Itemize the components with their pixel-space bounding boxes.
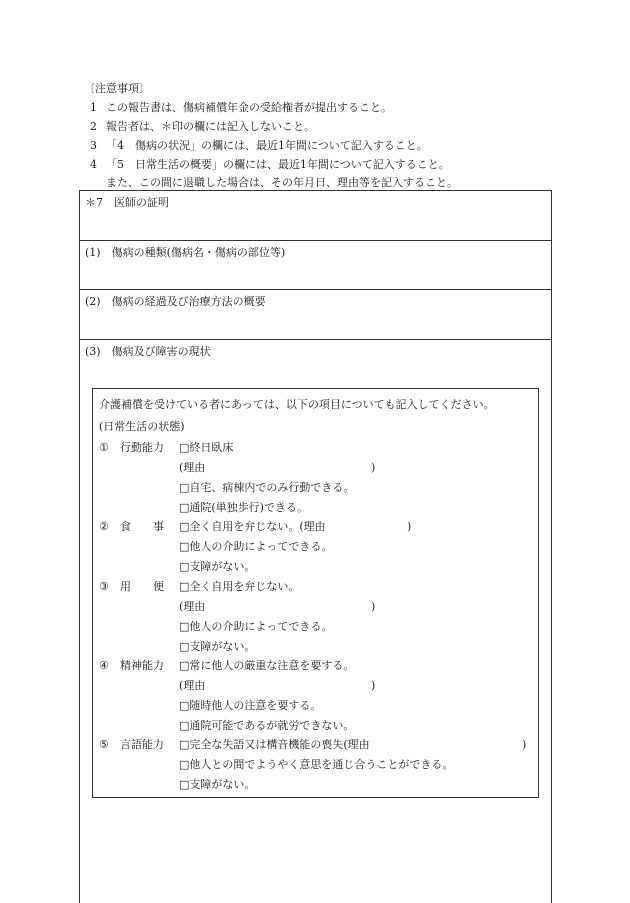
- reason-field[interactable]: (理由: [179, 600, 206, 613]
- category-number: ⑤: [99, 738, 109, 751]
- current-condition-label: (3) 傷病及び障害の現状: [85, 345, 211, 358]
- note-text: 「4 傷病の状況」の欄には、最近1年間について記入すること。: [106, 139, 428, 152]
- care-intro: 介護補償を受けている者にあっては、以下の項目についても記入してください。: [99, 398, 495, 411]
- checkbox-option[interactable]: □支障がない。: [179, 560, 256, 573]
- checkbox-option[interactable]: □終日臥床: [179, 441, 234, 454]
- note-number: 1: [90, 101, 97, 114]
- row-divider: [79, 339, 552, 340]
- checkbox-option[interactable]: □通院可能であるが就労できない。: [179, 719, 355, 732]
- category-number: ①: [99, 441, 109, 454]
- category-label: 言語能力: [120, 738, 164, 751]
- category-number: ②: [99, 520, 109, 533]
- checkbox-option[interactable]: □完全な失語又は構音機能の喪失(理由: [179, 738, 370, 751]
- reason-close-paren: ): [522, 738, 527, 751]
- note-text: この報告書は、傷病補償年金の受給権者が提出すること。: [106, 101, 392, 114]
- note-number: 3: [90, 139, 97, 152]
- note-number: 2: [90, 120, 97, 133]
- checkbox-option[interactable]: □全く自用を弁じない。(理由: [179, 520, 326, 533]
- treatment-summary-label: (2) 傷病の経過及び治療方法の概要: [85, 295, 266, 308]
- checkbox-option[interactable]: □随時他人の注意を要する。: [179, 699, 322, 712]
- reason-field[interactable]: (理由: [179, 679, 206, 692]
- category-label: 食 事: [120, 520, 164, 533]
- note-text: 「5 日常生活の概要」の欄には、最近1年間について記入すること。: [106, 158, 450, 171]
- row-divider: [79, 240, 552, 241]
- note-number: 4: [90, 158, 97, 171]
- form-top-border: [79, 190, 552, 191]
- checkbox-option[interactable]: □支障がない。: [179, 778, 256, 791]
- form-left-border: [79, 190, 80, 903]
- checkbox-option[interactable]: □他人との間でようやく意思を通じ合うことができる。: [179, 758, 454, 771]
- reason-field[interactable]: (理由: [179, 461, 206, 474]
- category-label: 用 便: [120, 580, 164, 593]
- form-right-border: [551, 190, 552, 903]
- reason-close-paren: ): [407, 520, 412, 533]
- injury-type-label: (1) 傷病の種類(傷病名・傷病の部位等): [85, 246, 286, 259]
- checkbox-option[interactable]: □常に他人の厳重な注意を要する。: [179, 659, 355, 672]
- category-label: 精神能力: [120, 659, 164, 672]
- section7-title: ＊7 医師の証明: [85, 196, 169, 209]
- checkbox-option[interactable]: □全く自用を弁じない。: [179, 580, 300, 593]
- checkbox-option[interactable]: □通院(単独歩行)できる。: [179, 501, 308, 514]
- category-label: 行動能力: [120, 441, 164, 454]
- checkbox-option[interactable]: □他人の介助によってできる。: [179, 620, 333, 633]
- category-number: ④: [99, 659, 109, 672]
- checkbox-option[interactable]: □支障がない。: [179, 640, 256, 653]
- row-divider: [79, 289, 552, 290]
- reason-close-paren: ): [371, 600, 376, 613]
- reason-close-paren: ): [371, 679, 376, 692]
- category-number: ③: [99, 580, 109, 593]
- checkbox-option[interactable]: □自宅、病棟内でのみ行動できる。: [179, 481, 355, 494]
- daily-life-subheading: (日常生活の状態): [99, 420, 185, 433]
- notes-heading: 〔注意事項〕: [84, 82, 150, 95]
- checkbox-option[interactable]: □他人の介助によってできる。: [179, 540, 333, 553]
- note-text: 報告者は、＊印の欄には記入しないこと。: [106, 120, 315, 133]
- note-continuation: また、この間に退職した場合は、その年月日、理由等を記入すること。: [106, 176, 458, 189]
- reason-close-paren: ): [371, 461, 376, 474]
